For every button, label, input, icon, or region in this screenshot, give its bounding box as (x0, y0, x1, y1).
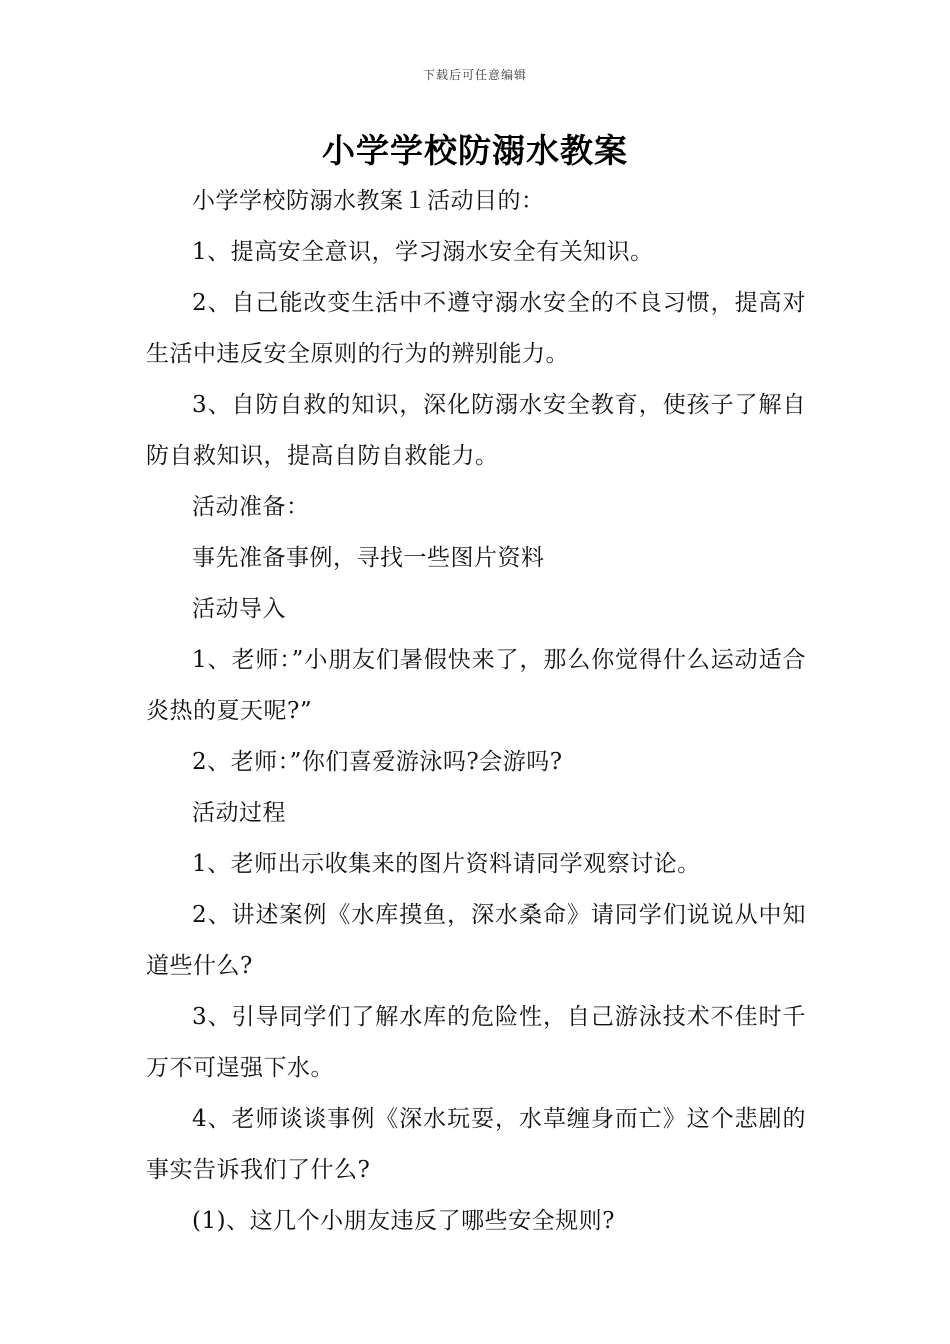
document-body (146, 176, 806, 1247)
paragraph: 3、自防自救的知识，深化防溺水安全教育，使孩子了解自防自救知识，提高自防自救能力。 (146, 392, 806, 469)
paragraph: 活动准备： (192, 494, 310, 520)
document-title: 小学学校防溺水教案 (322, 131, 628, 170)
paragraph: 1、老师：”小朋友们暑假快来了，那么你觉得什么运动适合炎热的夏天呢?” (146, 647, 806, 724)
paragraph: 1、老师出示收集来的图片资料请同学观察讨论。 (192, 851, 701, 877)
paragraph: 小学学校防溺水教案１活动目的： (192, 188, 545, 214)
paragraph: 2、老师：”你们喜爱游泳吗?会游吗? (192, 749, 563, 775)
paragraph: 3、引导同学们了解水库的危险性，自己游泳技术不佳时千万不可逞强下水。 (146, 1004, 806, 1081)
paragraph: 活动导入 (192, 596, 286, 622)
paragraph: (1)、这几个小朋友违反了哪些安全规则? (192, 1208, 615, 1234)
header-note: 下载后可任意编辑 (422, 68, 527, 82)
paragraph: 2、讲述案例《水库摸鱼，深水桑命》请同学们说说从中知道些什么? (146, 902, 806, 979)
paragraph: 活动过程 (192, 800, 286, 826)
paragraph: 4、老师谈谈事例《深水玩耍，水草缠身而亡》这个悲剧的事实告诉我们了什么? (146, 1106, 806, 1183)
paragraph: 1、提高安全意识，学习溺水安全有关知识。 (192, 239, 654, 265)
paragraph: 事先准备事例，寻找一些图片资料 (192, 545, 545, 571)
paragraph: 2、自己能改变生活中不遵守溺水安全的不良习惯，提高对生活中违反安全原则的行为的辨别能力。 (146, 290, 806, 367)
